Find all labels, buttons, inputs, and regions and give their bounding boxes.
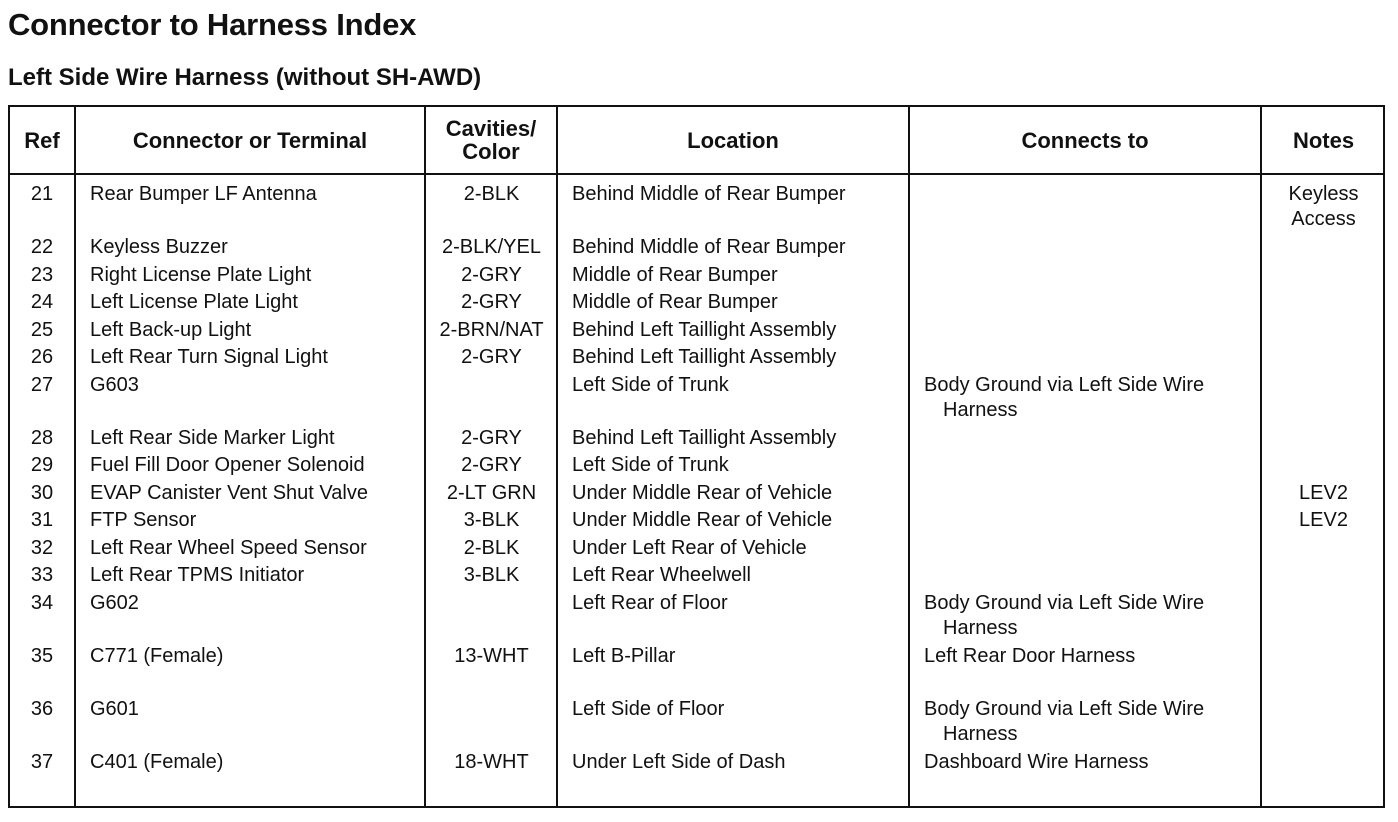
- cell-ref: 31: [30, 509, 54, 531]
- cell-connects-to: [924, 373, 1204, 423]
- cell-location: Behind Left Taillight Assembly: [572, 427, 837, 449]
- cell-notes: Keyless Access: [1288, 183, 1359, 230]
- cell-connects-to: [924, 644, 1135, 669]
- cell-location: Middle of Rear Bumper: [572, 291, 778, 313]
- cell-location: Left B-Pillar: [572, 645, 676, 667]
- header-connects-to: Connects to: [1021, 127, 1149, 153]
- cell-connector: G601: [90, 698, 139, 720]
- section-subtitle: Left Side Wire Harness (without SH-AWD): [8, 64, 482, 91]
- cell-cavities: 2-GRY: [461, 427, 522, 449]
- header-divider: [10, 173, 1383, 175]
- cell-location: Middle of Rear Bumper: [572, 264, 778, 286]
- cell-connects-to: [924, 750, 1149, 775]
- connects-to-line: Body Ground via Left Side Wire: [924, 374, 1205, 396]
- cell-ref: 25: [30, 319, 54, 341]
- cell-location: Left Side of Trunk: [572, 454, 729, 476]
- cell-cavities: 13-WHT: [454, 645, 529, 667]
- cell-location: Behind Middle of Rear Bumper: [572, 236, 846, 258]
- cell-location: Behind Left Taillight Assembly: [572, 319, 837, 341]
- cell-ref: 23: [30, 264, 54, 286]
- cell-cavities: 2-BLK/YEL: [442, 236, 541, 258]
- cell-connector: Keyless Buzzer: [90, 236, 228, 258]
- cell-ref: 32: [30, 537, 54, 559]
- cell-connector: Fuel Fill Door Opener Solenoid: [90, 454, 365, 476]
- cell-ref: 21: [30, 183, 54, 205]
- cell-connector: C771 (Female): [90, 645, 224, 667]
- cell-location: Under Left Rear of Vehicle: [572, 537, 807, 559]
- cell-ref: 35: [30, 645, 54, 667]
- cell-cavities: 2-GRY: [461, 346, 522, 368]
- header-location: Location: [687, 127, 779, 153]
- cell-ref: 34: [30, 592, 54, 614]
- cell-cavities: 2-BLK: [463, 537, 520, 559]
- cell-cavities: 2-GRY: [461, 454, 522, 476]
- cell-ref: 24: [30, 291, 54, 313]
- cell-ref: 26: [30, 346, 54, 368]
- cell-ref: 30: [30, 482, 54, 504]
- page-title: Connector to Harness Index: [8, 7, 417, 42]
- cell-location: Left Rear Wheelwell: [572, 564, 751, 586]
- cell-ref: 33: [30, 564, 54, 586]
- connects-to-line: Dashboard Wire Harness: [924, 751, 1149, 773]
- connects-to-line-continued: Harness: [943, 399, 1018, 421]
- header-connector: Connector or Terminal: [132, 127, 368, 153]
- cell-ref: 22: [30, 236, 54, 258]
- cell-connector: Right License Plate Light: [90, 264, 312, 286]
- cell-location: Under Middle Rear of Vehicle: [572, 482, 833, 504]
- header-ref: Ref: [24, 127, 60, 153]
- column-divider: [908, 107, 910, 806]
- cell-cavities: 2-BLK: [463, 183, 520, 205]
- connects-to-line: Body Ground via Left Side Wire: [924, 592, 1205, 614]
- cell-cavities: 3-BLK: [463, 564, 520, 586]
- connects-to-line-continued: Harness: [943, 617, 1018, 639]
- cell-connector: EVAP Canister Vent Shut Valve: [90, 482, 368, 504]
- cell-connector: Left Rear Side Marker Light: [90, 427, 335, 449]
- column-divider: [74, 107, 76, 806]
- cell-connector: G603: [90, 374, 139, 396]
- cell-location: Behind Middle of Rear Bumper: [572, 183, 846, 205]
- cell-connector: Left Back-up Light: [90, 319, 252, 341]
- cell-cavities: 18-WHT: [454, 751, 529, 773]
- cell-notes: LEV2: [1299, 509, 1348, 531]
- cell-cavities: 2-GRY: [461, 264, 522, 286]
- connector-index-table: [8, 105, 1385, 808]
- connects-to-line: Left Rear Door Harness: [924, 645, 1136, 667]
- cell-ref: 27: [30, 374, 54, 396]
- connects-to-line-continued: Harness: [943, 723, 1018, 745]
- cell-connector: Left Rear TPMS Initiator: [90, 564, 305, 586]
- cell-cavities: 2-LT GRN: [446, 482, 537, 504]
- cell-cavities: 2-GRY: [461, 291, 522, 313]
- cell-ref: 28: [30, 427, 54, 449]
- cell-location: Under Middle Rear of Vehicle: [572, 509, 833, 531]
- cell-cavities: 3-BLK: [463, 509, 520, 531]
- cell-connector: Left Rear Turn Signal Light: [90, 346, 328, 368]
- cell-connects-to: [924, 591, 1204, 641]
- cell-connector: C401 (Female): [90, 751, 224, 773]
- header-cavities-line1: Cavities/: [445, 116, 537, 141]
- cell-ref: 37: [30, 751, 54, 773]
- cell-connector: Left License Plate Light: [90, 291, 298, 313]
- cell-location: Left Rear of Floor: [572, 592, 728, 614]
- cell-connector: G602: [90, 592, 139, 614]
- cell-ref: 29: [30, 454, 54, 476]
- cell-notes: LEV2: [1299, 482, 1348, 504]
- cell-location: Left Side of Floor: [572, 698, 725, 720]
- cell-location: Under Left Side of Dash: [572, 751, 786, 773]
- connects-to-line: Body Ground via Left Side Wire: [924, 698, 1205, 720]
- cell-connector: FTP Sensor: [90, 509, 197, 531]
- cell-location: Left Side of Trunk: [572, 374, 729, 396]
- cell-connector: Left Rear Wheel Speed Sensor: [90, 537, 367, 559]
- cell-cavities: 2-BRN/NAT: [439, 319, 544, 341]
- cell-connector: Rear Bumper LF Antenna: [90, 183, 317, 205]
- header-cavities: [426, 107, 556, 173]
- cell-connects-to: [924, 697, 1204, 747]
- header-cavities-line2: Color: [462, 139, 520, 164]
- cell-ref: 36: [30, 698, 54, 720]
- cell-location: Behind Left Taillight Assembly: [572, 346, 837, 368]
- header-notes: Notes: [1292, 127, 1355, 153]
